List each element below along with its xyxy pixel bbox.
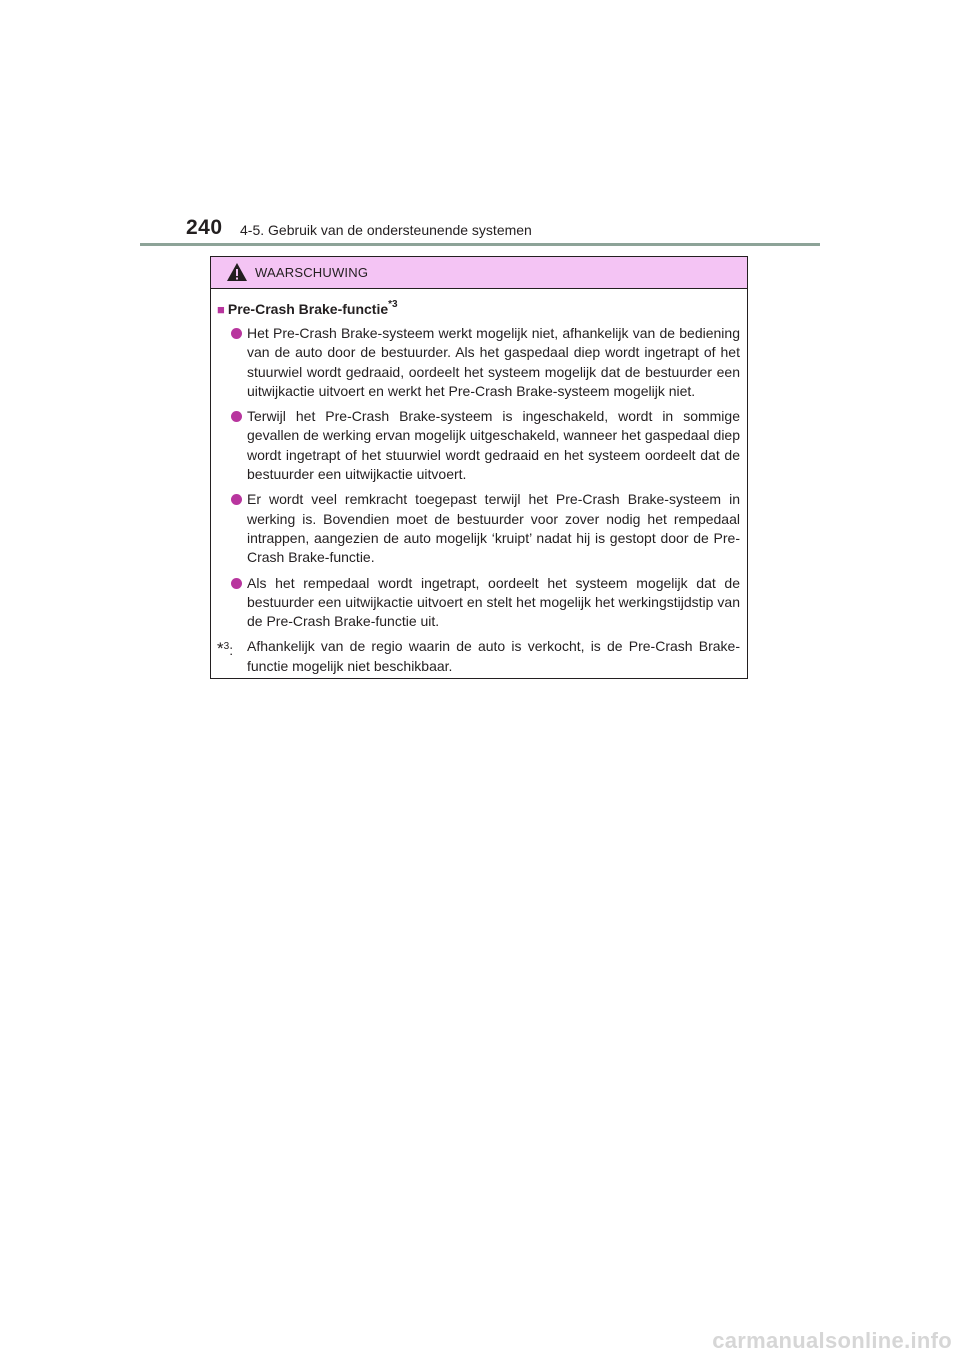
bullet-item	[217, 490, 740, 567]
item-heading	[217, 299, 740, 320]
warning-triangle-icon	[226, 262, 248, 282]
bullet-item	[217, 324, 740, 401]
bullet-text: Er wordt veel remkracht toegepast terwijl het Pre-Crash Brake-systeem in werking is. Bovendien moet de bestuurder voor zover nodig het rempedaal intrappen, aangezien de auto mogelijk ‘kruipt’ nadat hij is gestopt door de Pre-Crash Brake-functie.	[247, 491, 740, 566]
bullet-item	[217, 574, 740, 632]
bullet-text: Als het rempedaal wordt ingetrapt, oordeelt het systeem mogelijk dat de bestuurder een uitwijkactie uitvoert en stelt het mogelijk het werkingstijdstip van de Pre-Crash Brake-functie uit.	[247, 574, 740, 630]
footnote-label	[217, 637, 233, 660]
page-number: 240	[186, 216, 223, 239]
bullet-text: Het Pre-Crash Brake-systeem werkt mogelijk niet, afhankelijk van de bediening van de auto door de bestuurder. Als het gaspedaal diep wordt ingetrapt of het stuurwiel wordt gedraaid, oordeelt het systeem mogelijk dat de bestuurder een uitwijkactie uitvoert en werkt het Pre-Crash Brake-systeem mogelijk niet.	[247, 325, 740, 399]
footnote-separator: :	[229, 642, 234, 659]
item-heading-text: Pre-Crash Brake-functie	[227, 301, 389, 317]
warning-body	[211, 289, 747, 676]
bullet-item	[217, 407, 740, 484]
warning-box	[210, 256, 748, 679]
square-bullet-icon: ■	[217, 302, 225, 317]
footnote-reference: *3	[388, 299, 398, 310]
bullet-text: Terwijl het Pre-Crash Brake-systeem is ingeschakeld, wordt in sommige gevallen de werking ervan mogelijk uitgeschakeld, wanneer het gaspedaal diep wordt ingetrapt of het stuurwiel wordt gedraaid en het systeem oordeelt dat de bestuurder een uitwijkactie uitvoert.	[247, 408, 740, 483]
warning-label: WAARSCHUWING	[255, 265, 369, 280]
footnote-text: Afhankelijk van de regio waarin de auto is verkocht, is de Pre-Crash Brake-functie mogelijk niet beschikbaar.	[247, 638, 740, 674]
footnote-star: *	[217, 639, 224, 659]
bullet-dot-icon	[231, 411, 242, 422]
page-header	[186, 214, 820, 244]
header-rule	[140, 243, 820, 246]
bullet-dot-icon	[231, 494, 242, 505]
warning-header	[211, 257, 747, 289]
footnote-number: 3	[223, 641, 230, 653]
footnote	[217, 637, 740, 676]
bullet-dot-icon	[231, 328, 242, 339]
bullet-dot-icon	[231, 578, 242, 589]
watermark: carmanualsonline.info	[712, 1328, 952, 1353]
section-title: 4-5. Gebruik van de ondersteunende systemen	[240, 222, 532, 238]
